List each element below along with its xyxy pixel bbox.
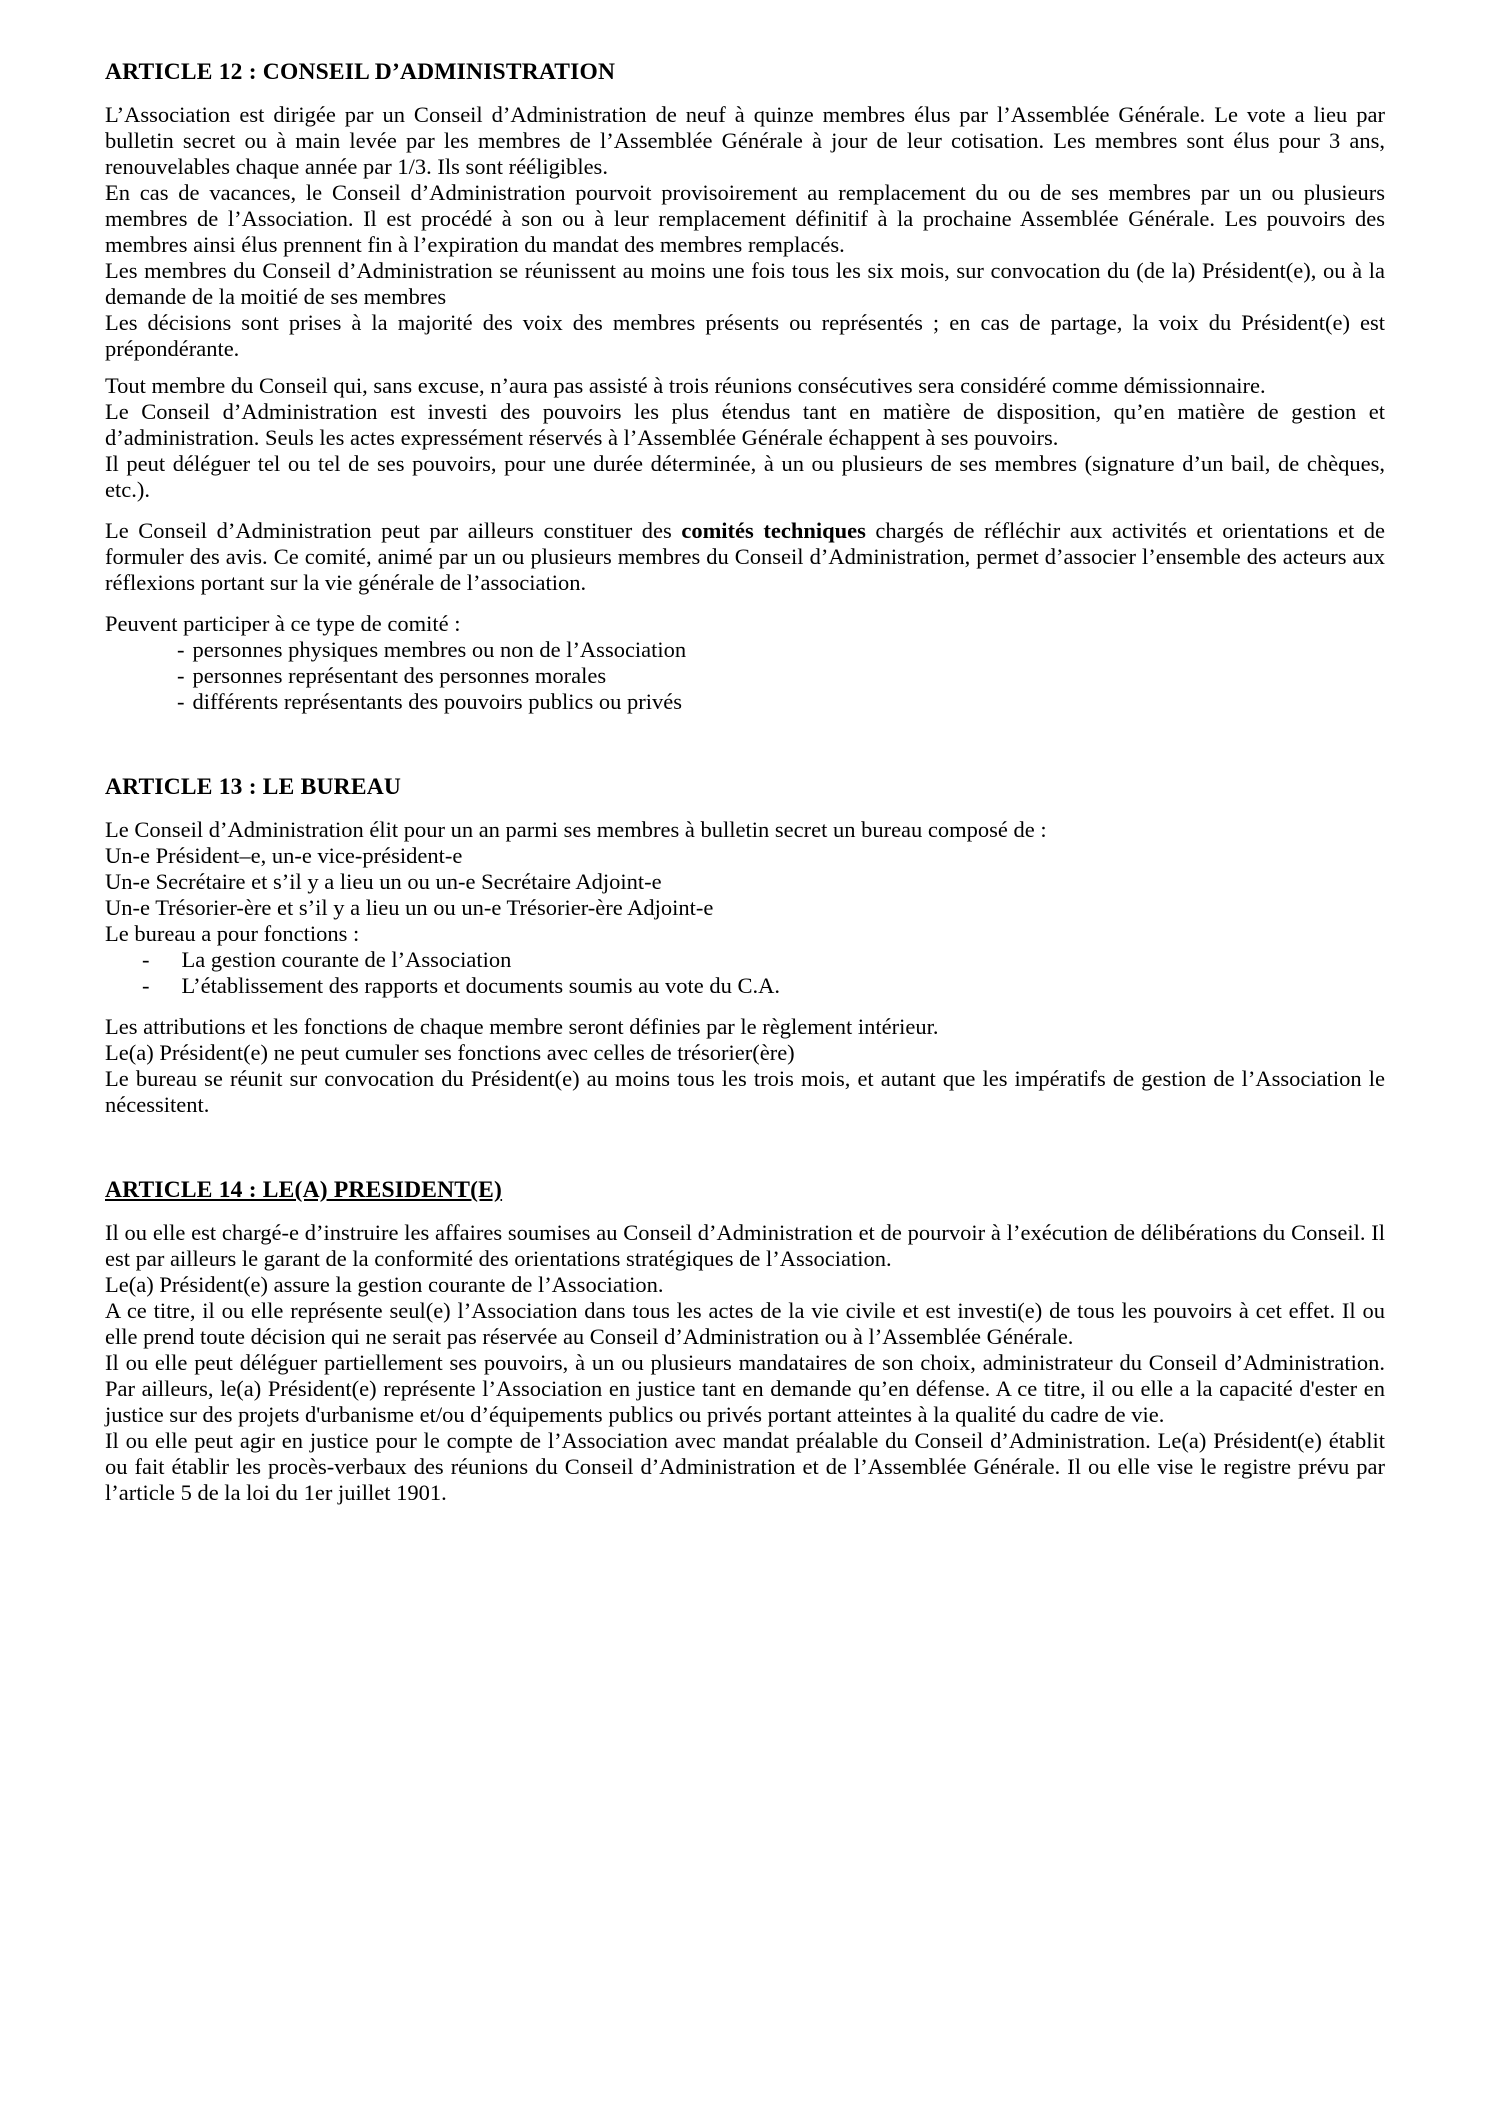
article-13-paragraph-8: Le bureau se réunit sur convocation du Président(e) au moins tous les trois mois, et autant que les impératifs de gestion de l’Association le nécessitent. — [105, 1066, 1385, 1117]
article-13-paragraph-2: Un-e Président–e, un-e vice-président-e — [105, 843, 463, 868]
article-13-paragraph-1: Le Conseil d’Administration élit pour un an parmi ses membres à bulletin secret un bureau composé de : — [105, 817, 1047, 842]
article-13-paragraph-6: Les attributions et les fonctions de chaque membre seront définies par le règlement intérieur. — [105, 1014, 939, 1039]
list-bullet: - — [177, 663, 185, 688]
article-13-section — [105, 773, 1385, 1118]
list-item-text: L’établissement des rapports et documents soumis au vote du C.A. — [181, 973, 780, 998]
comites-text-before: Le Conseil d’Administration peut par ailleurs constituer des — [105, 518, 682, 543]
list-item — [142, 947, 1385, 973]
list-item-text: personnes physiques membres ou non de l’Association — [192, 637, 687, 662]
article-13-paragraph-3: Un-e Secrétaire et s’il y a lieu un ou un-e Secrétaire Adjoint-e — [105, 869, 662, 894]
article-12-paragraph-2: En cas de vacances, le Conseil d’Administration pourvoit provisoirement au remplacement du ou de ses membres par un ou plusieurs membres de l’Association. Il est procédé à son ou à leur remplacement définitif à la prochaine Assemblée Générale. Les pouvoirs des membres ainsi élus prennent fin à l’expiration du mandat des membres remplacés. — [105, 180, 1385, 257]
list-item — [142, 973, 1385, 999]
article-12-paragraph-8 — [105, 518, 1385, 596]
list-item — [177, 663, 1385, 689]
article-13-paragraph-5: Le bureau a pour fonctions : — [105, 921, 360, 946]
article-12-heading: ARTICLE 12 : CONSEIL D’ADMINISTRATION — [105, 59, 616, 85]
article-13-list — [105, 947, 1385, 999]
article-14-paragraph-1: Il ou elle est chargé-e d’instruire les affaires soumises au Conseil d’Administration et de pourvoir à l’exécution de délibérations du Conseil. Il est par ailleurs le garant de la conformité des orientations stratégiques de l’Association. — [105, 1220, 1385, 1271]
article-14-heading: ARTICLE 14 : LE(A) PRESIDENT(E) — [105, 1177, 503, 1203]
comites-text-after: chargés de réfléchir aux activités et orientations et de formuler des avis. Ce comité, animé par un ou plusieurs membres du Conseil d’Administration, permet d’associer l’ensemble des acteurs aux réflexions portant sur la vie générale de l’association. — [105, 518, 1386, 595]
article-13-paragraph-7: Le(a) Président(e) ne peut cumuler ses fonctions avec celles de trésorier(ère) — [105, 1040, 795, 1065]
article-12-paragraph-5: Tout membre du Conseil qui, sans excuse, n’aura pas assisté à trois réunions consécutives sera considéré comme démissionnaire. — [105, 373, 1266, 398]
article-14-paragraph-5: Il ou elle peut agir en justice pour le compte de l’Association avec mandat préalable du Conseil d’Administration. Le(a) Président(e) établit ou fait établir les procès-verbaux des réunions du Conseil d’Administration et de l’Assemblée Générale. Il ou elle vise le registre prévu par l’article 5 de la loi du 1er juillet 1901. — [105, 1428, 1385, 1505]
article-12-list — [105, 637, 1385, 715]
article-13-heading: ARTICLE 13 : LE BUREAU — [105, 774, 402, 800]
article-14-paragraph-2: Le(a) Président(e) assure la gestion courante de l’Association. — [105, 1272, 664, 1297]
article-14-section — [105, 1176, 1385, 1506]
article-12-section — [105, 58, 1385, 715]
article-13-paragraph-4: Un-e Trésorier-ère et s’il y a lieu un ou un-e Trésorier-ère Adjoint-e — [105, 895, 714, 920]
list-item — [177, 637, 1385, 663]
article-12-paragraph-9: Peuvent participer à ce type de comité : — [105, 611, 461, 636]
list-item-text: La gestion courante de l’Association — [181, 947, 512, 972]
list-bullet: - — [142, 973, 150, 998]
list-item-text: personnes représentant des personnes morales — [192, 663, 607, 688]
list-bullet: - — [177, 689, 185, 714]
article-12-paragraph-7: Il peut déléguer tel ou tel de ses pouvoirs, pour une durée déterminée, à un ou plusieurs de ses membres (signature d’un bail, de chèques, etc.). — [105, 451, 1385, 502]
list-item-text: différents représentants des pouvoirs publics ou privés — [192, 689, 682, 714]
article-12-paragraph-3: Les membres du Conseil d’Administration se réunissent au moins une fois tous les six mois, sur convocation du (de la) Président(e), ou à la demande de la moitié de ses membres — [105, 258, 1385, 309]
article-12-paragraph-4: Les décisions sont prises à la majorité des voix des membres présents ou représentés ; en cas de partage, la voix du Président(e) est prépondérante. — [105, 310, 1385, 361]
article-14-paragraph-4: Il ou elle peut déléguer partiellement ses pouvoirs, à un ou plusieurs mandataires de son choix, administrateur du Conseil d’Administration. Par ailleurs, le(a) Président(e) représente l’Association en justice tant en demande qu’en défense. A ce titre, il ou elle a la capacité d'ester en justice sur des projets d'urbanisme et/ou d’équipements publics ou privés portant atteintes à la qualité du cadre de vie. — [105, 1350, 1385, 1427]
article-12-paragraph-6: Le Conseil d’Administration est investi des pouvoirs les plus étendus tant en matière de disposition, qu’en matière de gestion et d’administration. Seuls les actes expressément réservés à l’Assemblée Générale échappent à ses pouvoirs. — [105, 399, 1385, 450]
article-14-paragraph-3: A ce titre, il ou elle représente seul(e) l’Association dans tous les actes de la vie civile et est investi(e) de tous les pouvoirs à cet effet. Il ou elle prend toute décision qui ne serait pas réservée au Conseil d’Administration ou à l’Assemblée Générale. — [105, 1298, 1385, 1349]
article-12-paragraph-1: L’Association est dirigée par un Conseil d’Administration de neuf à quinze membres élus par l’Assemblée Générale. Le vote a lieu par bulletin secret ou à main levée par les membres de l’Assemblée Générale à jour de leur cotisation. Les membres sont élus pour 3 ans, renouvelables chaque année par 1/3. Ils sont rééligibles. — [105, 102, 1385, 179]
list-item — [177, 689, 1385, 715]
list-bullet: - — [177, 637, 185, 662]
list-bullet: - — [142, 947, 150, 972]
comites-techniques-bold: comités techniques — [681, 518, 866, 543]
